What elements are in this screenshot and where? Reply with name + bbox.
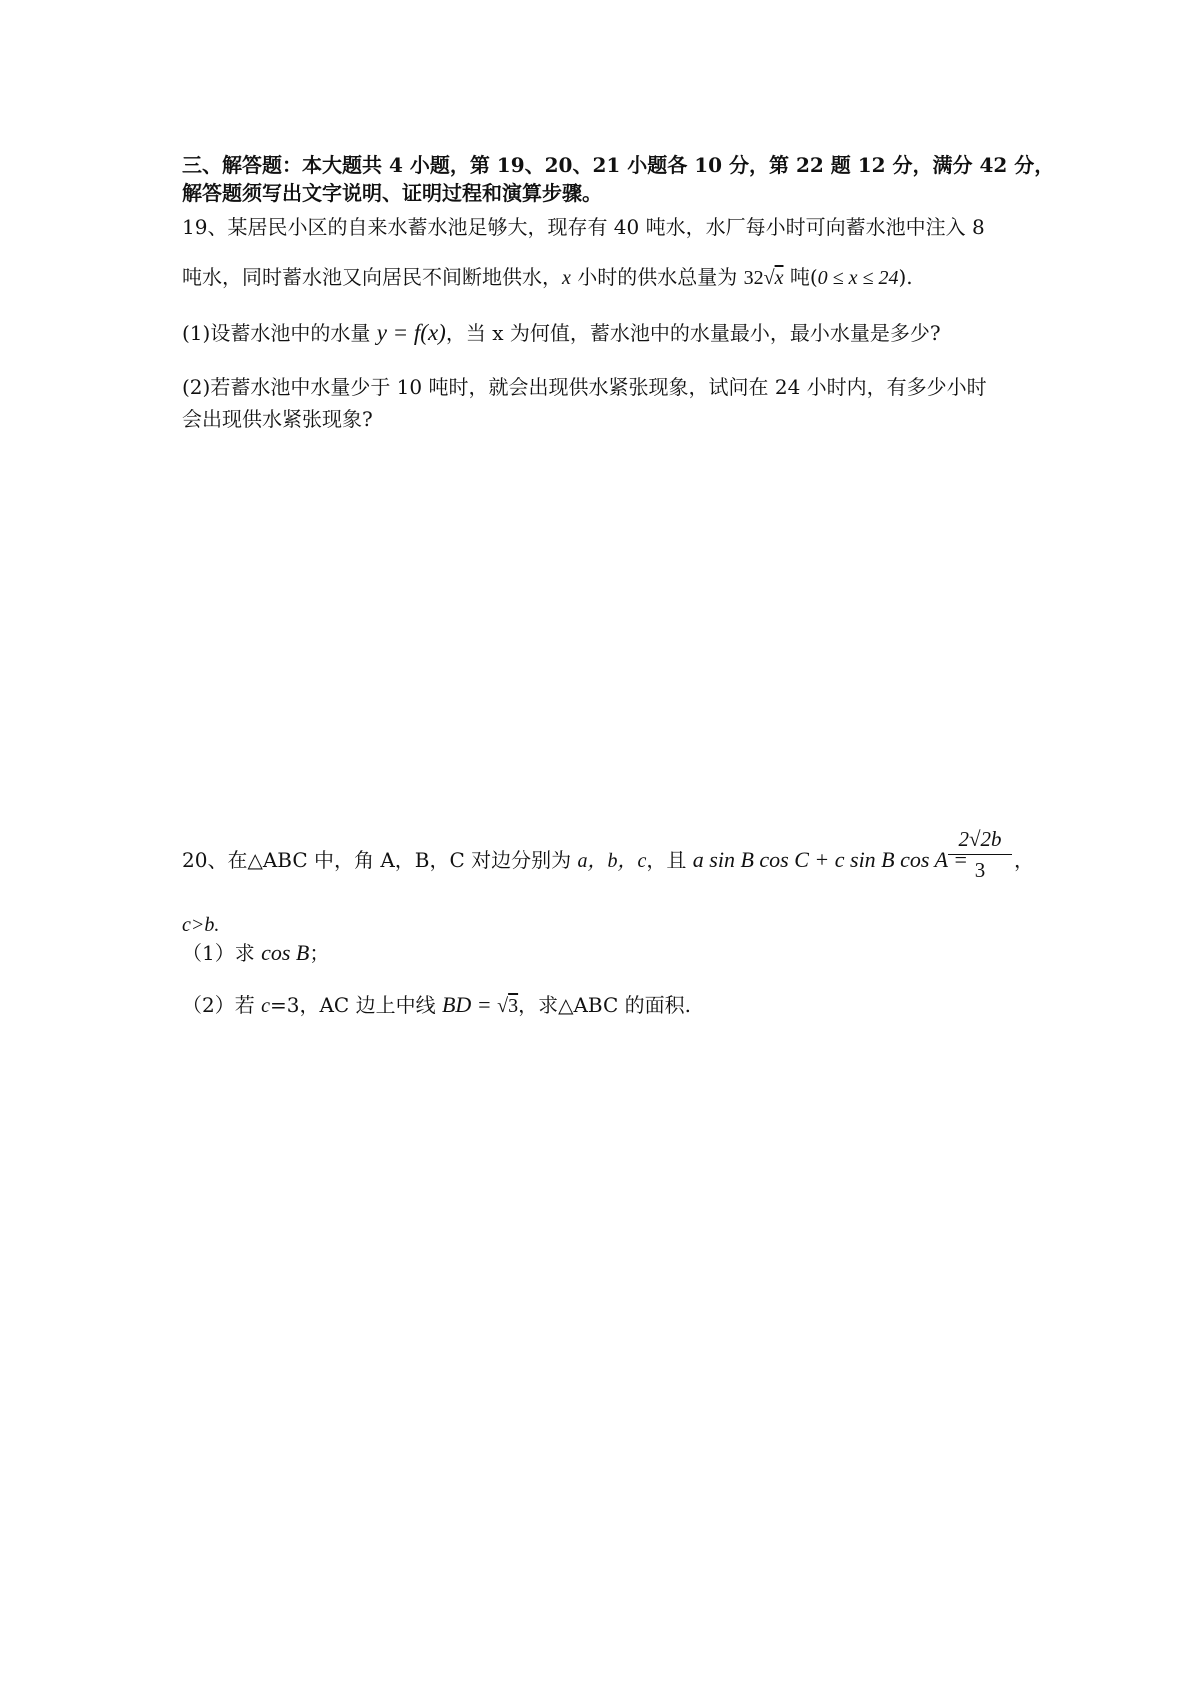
q19-line2 [182, 262, 1042, 293]
q19-line2-unit: 吨( [783, 265, 818, 289]
q19-part1 [182, 318, 1042, 348]
q20-formula: a sin B cos C + c sin B cos A = [692, 847, 968, 872]
q19-line2-end: ). [898, 265, 913, 289]
q19-part1-pre: (1)设蓄水池中的水量 [182, 321, 377, 345]
fraction-denominator: 3 [974, 858, 986, 882]
q20-part2 [182, 990, 1042, 1021]
q20-line1-mid: ，且 [646, 848, 693, 872]
q19-var-x: x [562, 267, 571, 289]
q20-part2-pre: （2）若 [182, 993, 262, 1017]
q20-vars: a，b，c [577, 850, 647, 872]
q20-line1 [182, 845, 1042, 876]
q20-part1-end: ； [309, 941, 330, 965]
sqrt-icon: √ [763, 267, 775, 289]
q19-coef: 32 [743, 267, 764, 289]
q20-part2-c: c [261, 995, 270, 1017]
q20-line2: c>b. [182, 914, 220, 936]
q19-part1-formula: y = f(x) [376, 320, 446, 345]
q19-sqrt-arg: x [774, 267, 784, 289]
q19-range: 0 ≤ x ≤ 24 [817, 267, 899, 289]
section-heading-line1: 三、解答题：本大题共 4 小题，第 19、20、21 小题各 10 分，第 22 题 12 分，满分 42 分， [182, 153, 1055, 177]
q20-part2-formula: BD = [441, 992, 498, 1017]
fraction-bar [948, 854, 1012, 855]
q19-line2-mid: 小时的供水总量为 [570, 265, 744, 289]
q20-part2-sqrt-arg: 3 [508, 995, 519, 1017]
q19-line2-pre: 吨水，同时蓄水池又向居民不间断地供水， [182, 265, 562, 289]
section-heading-line2: 解答题须写出文字说明、证明过程和演算步骤。 [182, 181, 602, 205]
q19-part2-line2: 会出现供水紧张现象? [182, 407, 373, 431]
q20-fraction [948, 826, 1012, 883]
q20-part2-mid: =3，AC 边上中线 [269, 993, 442, 1017]
q20-part2-end: ，求△ABC 的面积. [518, 993, 692, 1017]
q20-part1-pre: （1）求 [182, 941, 262, 965]
q20-line1-pre: 20、在△ABC 中，角 A，B，C 对边分别为 [182, 848, 578, 872]
q19-part2-line1: (2)若蓄水池中水量少于 10 吨时，就会出现供水紧张现象，试问在 24 小时内，有多少小时 [182, 375, 987, 399]
q20-part1-formula: cos B [261, 940, 310, 965]
q20-part1 [182, 938, 1042, 968]
q20-line1-end: ， [1014, 848, 1034, 872]
fraction-numerator: 2√2b [958, 827, 1002, 851]
q19-part1-post: ，当 x 为何值，蓄水池中的水量最小，最小水量是多少? [445, 321, 941, 345]
q19-line1: 19、某居民小区的自来水蓄水池足够大，现存有 40 吨水，水厂每小时可向蓄水池中注入 8 [182, 215, 985, 239]
sqrt-icon: √ [497, 995, 509, 1017]
